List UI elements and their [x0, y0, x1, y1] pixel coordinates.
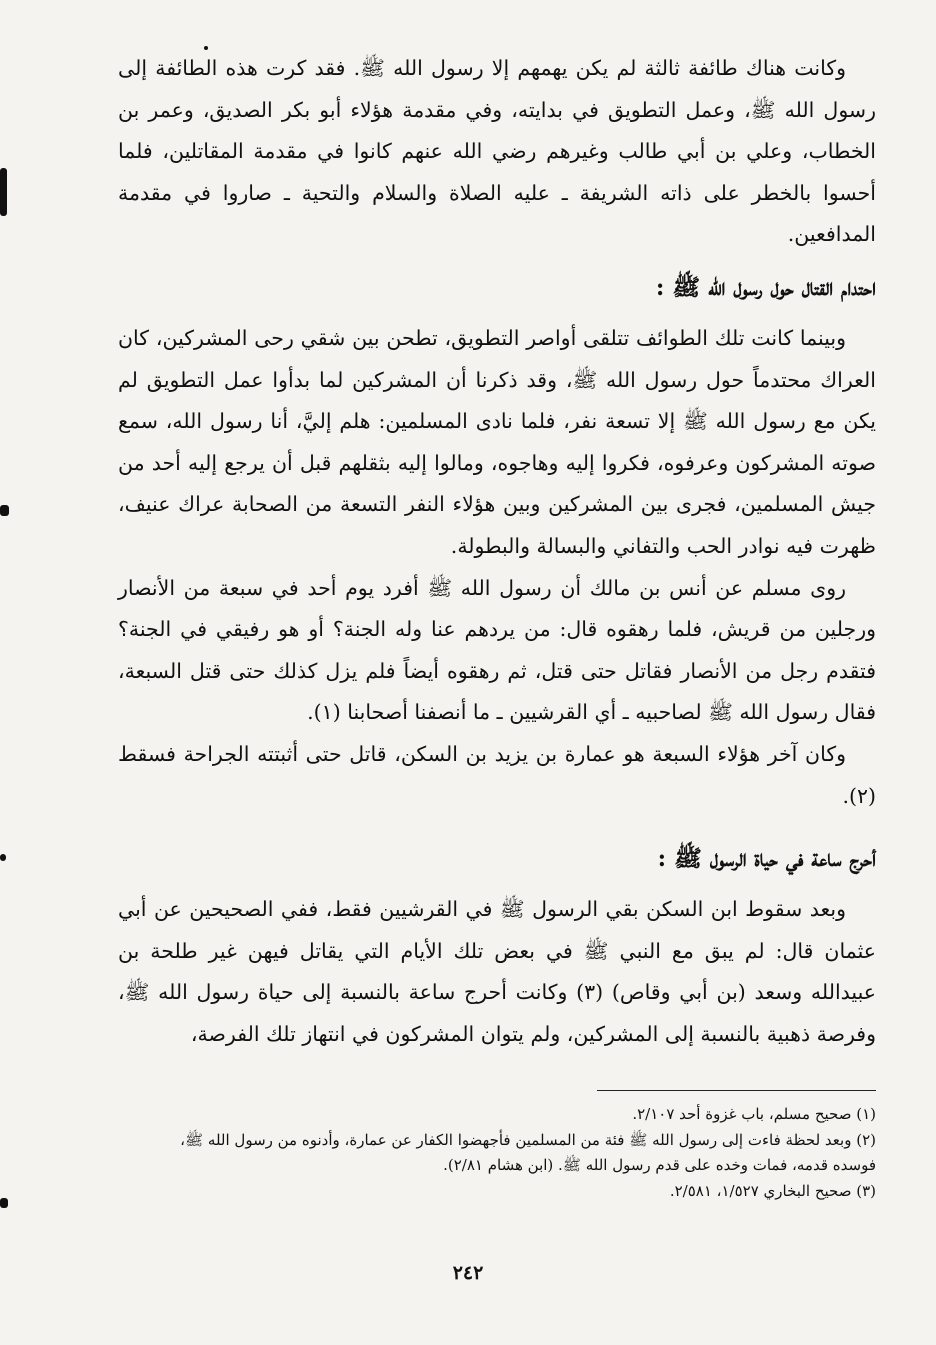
- paragraph-2: وبينما كانت تلك الطوائف تتلقى أواصر التطويق، تطحن بين شقي رحى المشركين، كان العراك محتدماً حول رسول الله ﷺ، وقد ذكرنا أن المشركين لما بدأوا عمل التطويق لم يكن مع رسول الله ﷺ إلا تسعة نفر، فلما نادى المسلمين: هلم إليَّ، أنا رسول الله، سمع صوته المشركون وعرفوه، فكروا إليه وهاجوه، ومالوا إليه بثقلهم قبل أن يرجع إليه أحد من جيش المسلمين، فجرى بين المشركين وبين هؤلاء النفر التسعة من الصحابة عراك عنيف، ظهرت فيه نوادر الحب والتفاني والبسالة والبطولة.: [118, 325, 876, 558]
- paragraph-3: روى مسلم عن أنس بن مالك أن رسول الله ﷺ أفرد يوم أحد في سبعة من الأنصار ورجلين من قريش، فلما رهقوه قال: من يردهم عنا وله الجنة؟ أو هو رفيقي في الجنة؟ فتقدم رجل من الأنصار فقاتل حتى قتل، ثم رهقوه أيضاً فلم يزل كذلك حتى قتل السبعة، فقال رسول الله ﷺ لصاحبيه ـ أي القرشيين ـ ما أنصفنا أصحابنا (١).: [118, 575, 876, 725]
- footnote-1: (١) صحيح مسلم، باب غزوة أحد ٢/١٠٧.: [632, 1105, 876, 1123]
- footnotes: [150, 1102, 876, 1204]
- footnote-2: (٢) وبعد لحظة فاءت إلى رسول الله ﷺ فئة من المسلمين فأجهضوا الكفار عن عمارة، وأدنوه من رسول الله ﷺ، فوسده قدمه، فمات وخده على قدم رسول الله ﷺ. (ابن هشام ٢/٨١).: [180, 1130, 876, 1174]
- section-heading-2: أحرج ساعة في حياة الرسول ﷺ :: [657, 845, 876, 873]
- paragraph-1: وكانت هناك طائفة ثالثة لم يكن يهمهم إلا رسول الله ﷺ. فقد كرت هذه الطائفة إلى رسول الله ﷺ، وعمل التطويق في بدايته، وفي مقدمة هؤلاء أبو بكر الصديق، وعمر بن الخطاب، وعلي بن أبي طالب وغيرهم رضي الله عنهم كانوا في مقدمة المقاتلين، فلما أحسوا بالخطر على ذاته الشريفة ـ عليه الصلاة والسلام والتحية ـ صاروا في مقدمة المدافعين.: [118, 56, 876, 247]
- footnote-3: (٣) صحيح البخاري ١/٥٢٧، ٢/٥٨١.: [669, 1181, 876, 1200]
- scan-speck: [204, 46, 208, 50]
- footnote-divider: [597, 1090, 876, 1091]
- scan-edge-mark: [0, 854, 6, 861]
- page-body: [118, 48, 876, 1055]
- paragraph-5: وبعد سقوط ابن السكن بقي الرسول ﷺ في القرشيين فقط، ففي الصحيحين عن أبي عثمان قال: لم يبق مع النبي ﷺ في بعض تلك الأيام التي يقاتل فيهن غير طلحة بن عبيدالله وسعد (بن أبي وقاص) (٣) وكانت أحرج ساعة بالنسبة إلى حياة رسول الله ﷺ، وفرصة ذهبية بالنسبة إلى المشركين، ولم يتوان المشركون في انتهاز تلك الفرصة،: [118, 897, 876, 1046]
- section-heading-1: احتدام القتال حول رسول الله ﷺ :: [655, 273, 876, 301]
- page-number: ٢٤٢: [452, 1262, 484, 1284]
- scan-edge-mark: [0, 168, 7, 216]
- paragraph-4: وكان آخر هؤلاء السبعة هو عمارة بن يزيد بن السكن، قاتل حتى أثبتته الجراحة فسقط (٢).: [118, 741, 876, 808]
- scan-edge-mark: [0, 505, 9, 516]
- scan-edge-mark: [0, 1198, 8, 1208]
